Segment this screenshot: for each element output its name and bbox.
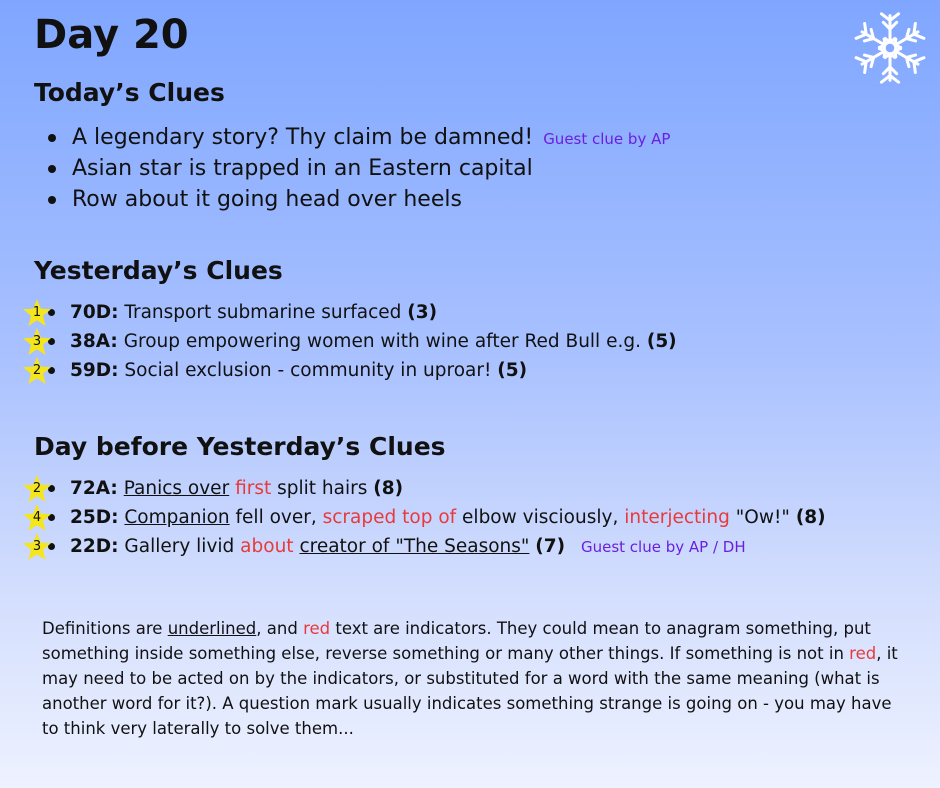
list-item [34, 122, 670, 153]
list-item [0, 298, 677, 327]
clue-enumeration: (3) [407, 302, 438, 323]
star-icon [21, 474, 53, 504]
clue-text: split hairs [277, 478, 368, 499]
clue-text: fell over, [235, 507, 317, 528]
clue-ref: 25D: [70, 507, 119, 528]
clue-text: elbow visciously, [462, 507, 619, 528]
clue-text: Transport submarine surfaced [124, 302, 402, 323]
clue-text: Social exclusion - community in uproar! [124, 360, 492, 381]
clue-indicator: about [240, 536, 294, 557]
clue-text: Gallery livid [124, 536, 235, 557]
star-rating: 2 [32, 481, 42, 496]
day-before-heading: Day before Yesterday’s Clues [34, 432, 446, 461]
clue-ref: 22D: [70, 536, 119, 557]
list-item [34, 153, 670, 184]
yesterday-clue-list [0, 298, 677, 385]
list-item [0, 327, 677, 356]
clue-definition: Panics over [123, 478, 230, 499]
list-item [0, 356, 677, 385]
star-icon [21, 356, 53, 386]
note-text: text are indicators. They could mean to anagram something, put something inside something else, reverse something or many other things. If something is not in [42, 619, 871, 663]
clue-text: Group empowering women with wine after Red Bull e.g. [123, 331, 641, 352]
note-text: , it may need to be acted on by the indicators, or substituted for a word with the same meaning (what is another word for it?). A question mark usually indicates something strange is going on - you may have to think very laterally to solve them... [42, 644, 898, 738]
explanation-note [42, 616, 912, 741]
clue-ref: 72A: [70, 478, 118, 499]
star-rating: 3 [32, 334, 42, 349]
guest-credit: Guest clue by AP [543, 130, 671, 148]
clue-text: Row about it going head over heels [72, 187, 462, 212]
clue-enumeration: (5) [497, 360, 528, 381]
clue-text: "Ow!" [735, 507, 790, 528]
yesterday-heading: Yesterday’s Clues [34, 256, 283, 285]
today-clue-list [34, 122, 670, 215]
today-heading: Today’s Clues [34, 78, 225, 107]
clue-text: A legendary story? Thy claim be damned! [72, 125, 534, 150]
list-item [0, 532, 826, 561]
list-item [0, 503, 826, 532]
clue-indicator: first [235, 478, 272, 499]
clue-ref: 38A: [70, 331, 118, 352]
star-icon [21, 532, 53, 562]
note-text: Definitions are [42, 619, 163, 638]
clue-definition: Companion [124, 507, 230, 528]
clue-ref: 70D: [70, 302, 119, 323]
note-red: red [303, 619, 331, 638]
clue-text: Asian star is trapped in an Eastern capital [72, 156, 533, 181]
star-rating: 3 [32, 539, 42, 554]
clue-enumeration: (8) [373, 478, 404, 499]
clue-ref: 59D: [70, 360, 119, 381]
day-before-clue-list [0, 474, 826, 561]
star-icon [21, 503, 53, 533]
star-icon [21, 327, 53, 357]
page-title: Day 20 [34, 12, 189, 58]
star-rating: 4 [32, 510, 42, 525]
note-underlined: underlined [167, 619, 257, 638]
star-icon [21, 298, 53, 328]
star-rating: 2 [32, 363, 42, 378]
note-red: red [849, 644, 877, 663]
clue-enumeration: (5) [646, 331, 677, 352]
clue-indicator: interjecting [624, 507, 730, 528]
clue-indicator: scraped top of [322, 507, 457, 528]
list-item [0, 474, 826, 503]
clue-definition: creator of "The Seasons" [299, 536, 530, 557]
guest-credit: Guest clue by AP / DH [580, 538, 746, 556]
clue-enumeration: (8) [795, 507, 826, 528]
clue-enumeration: (7) [535, 536, 566, 557]
note-text: , and [256, 619, 298, 638]
snowflake-icon [852, 10, 928, 86]
star-rating: 1 [32, 305, 42, 320]
list-item [34, 184, 670, 215]
